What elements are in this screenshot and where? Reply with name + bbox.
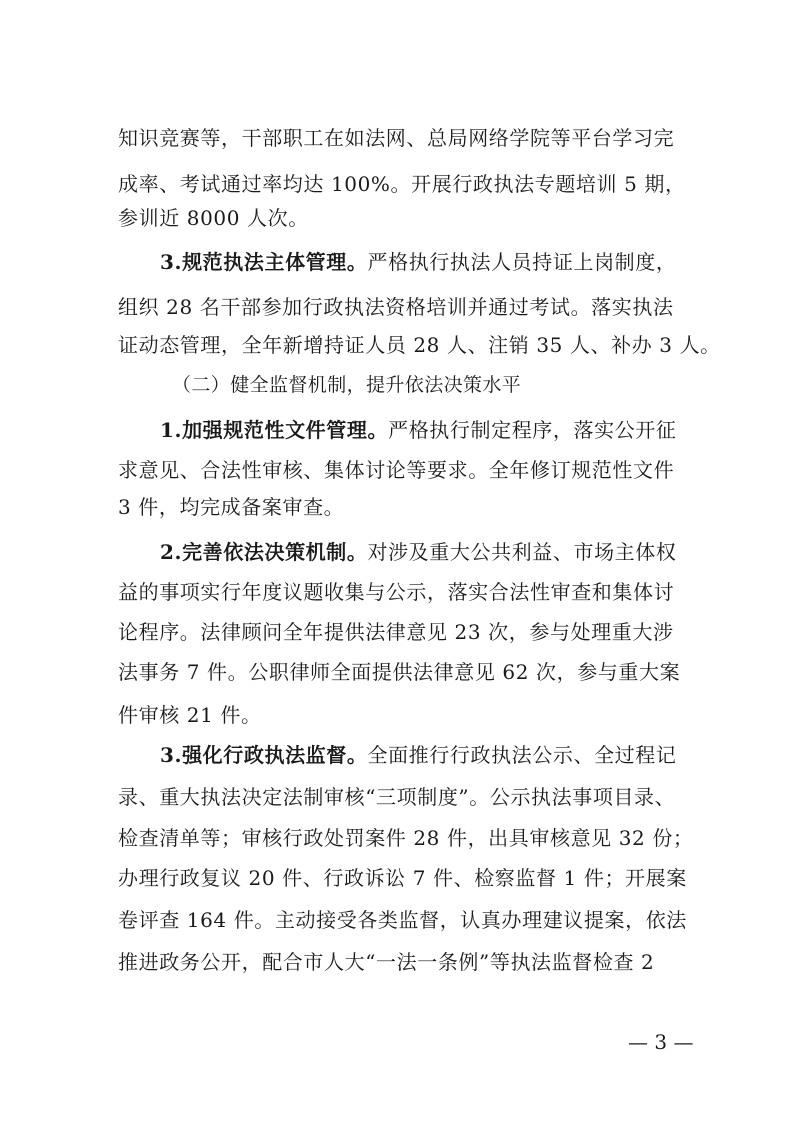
body-line: 知识竞赛等，干部职工在如法网、总局网络学院等平台学习完 [118, 126, 675, 150]
body-line: 求意见、合法性审核、集体讨论等要求。全年修订规范性文件 [118, 458, 675, 482]
page-number: — 3 — [628, 1030, 694, 1054]
section-heading-1-line: 1.加强规范性文件管理。严格执行制定程序，落实公开征 [160, 418, 677, 442]
body-line: 证动态管理，全年新增持证人员 28 人、注销 35 人、补办 3 人。 [118, 333, 721, 357]
body-line: 益的事项实行年度议题收集与公示，落实合法性审查和集体讨 [118, 580, 675, 604]
body-line: 办理行政复议 20 件、行政诉讼 7 件、检察监督 1 件；开展案 [118, 866, 687, 890]
body-line: 组织 28 名干部参加行政执法资格培训并通过考试。落实执法 [118, 295, 674, 319]
body-line: 参训近 8000 人次。 [118, 206, 309, 230]
body-line: 卷评查 164 件。主动接受各类监督，认真办理建议提案，依法 [118, 908, 687, 932]
body-line: 件审核 21 件。 [118, 703, 262, 727]
body-line: 录、重大执法决定法制审核“三项制度”。公示执法事项目录、 [118, 785, 676, 809]
body-line: 论程序。法律顾问全年提供法律意见 23 次，参与处理重大涉 [118, 620, 674, 644]
body-line: 3 件，均完成备案审查。 [118, 495, 345, 519]
body-line: 成率、考试通过率均达 100%。开展行政执法专题培训 5 期， [118, 172, 686, 196]
subsection-heading: （二）健全监督机制，提升依法决策水平 [172, 374, 522, 396]
body-line: 检查清单等；审核行政处罚案件 28 件，出具审核意见 32 份； [118, 826, 694, 850]
section-heading-2-line: 2.完善依法决策机制。对涉及重大公共利益、市场主体权 [160, 540, 677, 564]
body-line: 推进政务公开，配合市人大“一法一条例”等执法监督检查 2 [118, 950, 655, 974]
body-line: 法事务 7 件。公职律师全面提供法律意见 62 次，参与重大案 [118, 660, 681, 684]
section-heading-3b-line: 3.强化行政执法监督。全面推行行政执法公示、全过程记 [160, 743, 677, 767]
section-heading-3-line: 3.规范执法主体管理。严格执行执法人员持证上岗制度， [160, 250, 677, 274]
